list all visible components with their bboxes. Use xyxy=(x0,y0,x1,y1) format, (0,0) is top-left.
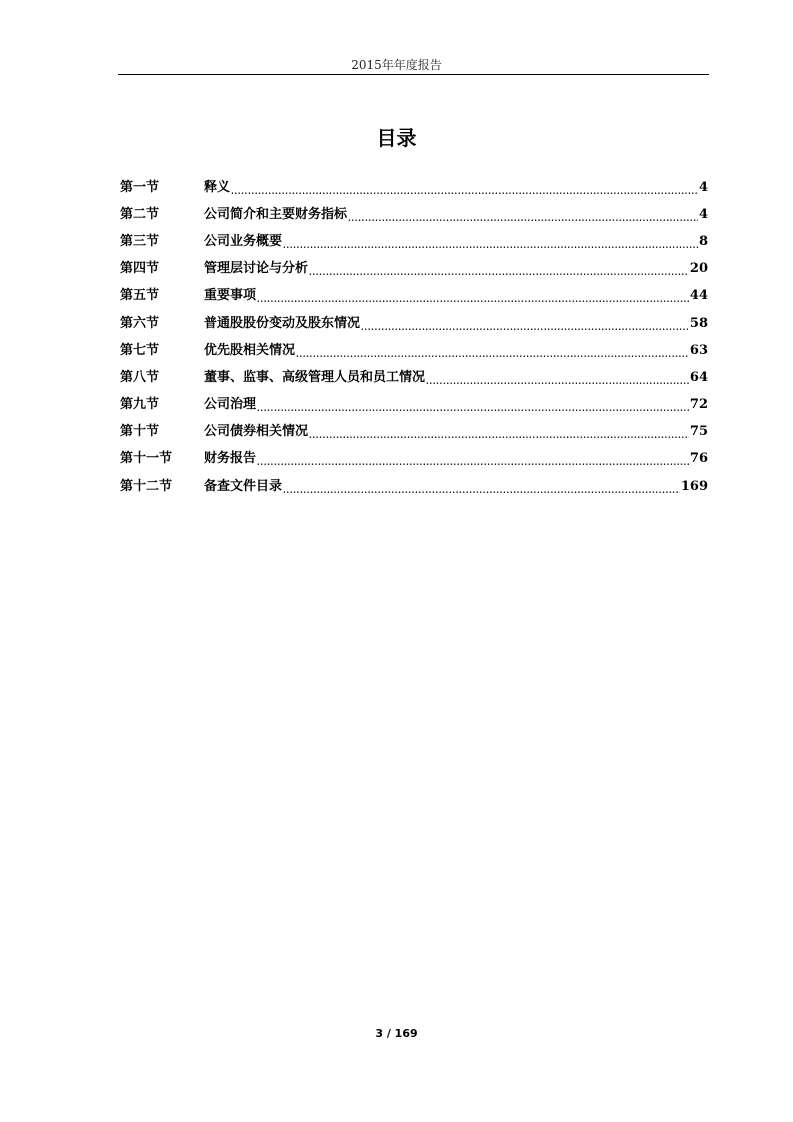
toc-page-number: 63 xyxy=(689,342,708,358)
toc-section-name: 公司治理 xyxy=(204,397,257,413)
toc-section-number: 第五节 xyxy=(120,288,160,304)
toc-dot-leader xyxy=(283,237,698,253)
toc-section-name: 管理层讨论与分析 xyxy=(204,261,309,277)
toc-entry[interactable] xyxy=(120,364,708,391)
toc-section-name: 备查文件目录 xyxy=(204,478,283,494)
report-header-title: 2015年年度报告 xyxy=(351,58,442,72)
toc-list xyxy=(120,174,708,500)
toc-entry[interactable] xyxy=(120,473,708,500)
toc-section-name: 董事、监事、高级管理人员和员工情况 xyxy=(204,369,426,385)
toc-page-number: 58 xyxy=(689,315,708,331)
toc-section-number: 第八节 xyxy=(120,369,160,385)
toc-dot-leader xyxy=(309,264,689,280)
toc-entry[interactable] xyxy=(120,256,708,283)
toc-section-name: 公司简介和主要财务指标 xyxy=(204,206,348,222)
toc-page-number: 72 xyxy=(689,397,708,413)
page-indicator: 3 / 169 xyxy=(375,1027,418,1040)
toc-entry[interactable] xyxy=(120,419,708,446)
toc-page-number: 76 xyxy=(689,451,708,467)
toc-entry[interactable] xyxy=(120,283,708,310)
toc-dot-leader xyxy=(426,373,689,389)
toc-dot-leader xyxy=(348,210,698,226)
toc-section-name: 公司业务概要 xyxy=(204,233,283,249)
toc-page-number: 44 xyxy=(689,288,708,304)
toc-section-name: 普通股股份变动及股东情况 xyxy=(204,315,361,331)
toc-dot-leader xyxy=(309,427,689,443)
toc-page-number: 169 xyxy=(680,478,708,494)
toc-entry[interactable] xyxy=(120,174,708,201)
toc-dot-leader xyxy=(296,346,689,362)
toc-section-number: 第二节 xyxy=(120,206,160,222)
toc-section-number: 第六节 xyxy=(120,315,160,331)
toc-entry[interactable] xyxy=(120,446,708,473)
toc-page-number: 4 xyxy=(698,179,708,195)
toc-section-number: 第三节 xyxy=(120,233,160,249)
toc-page-number: 64 xyxy=(689,369,708,385)
toc-dot-leader xyxy=(257,400,689,416)
toc-title: 目录 xyxy=(376,126,417,150)
toc-section-number: 第九节 xyxy=(120,397,160,413)
toc-dot-leader xyxy=(361,319,689,335)
toc-section-number: 第七节 xyxy=(120,342,160,358)
toc-entry[interactable] xyxy=(120,310,708,337)
toc-section-number: 第四节 xyxy=(120,261,160,277)
toc-dot-leader xyxy=(257,454,689,470)
toc-section-name: 优先股相关情况 xyxy=(204,342,296,358)
toc-section-number: 第十一节 xyxy=(120,451,173,467)
toc-entry[interactable] xyxy=(120,392,708,419)
toc-page-number: 75 xyxy=(689,424,708,440)
toc-dot-leader xyxy=(283,482,680,498)
toc-entry[interactable] xyxy=(120,201,708,228)
header-divider xyxy=(118,74,709,75)
toc-section-number: 第十二节 xyxy=(120,478,173,494)
toc-page-number: 8 xyxy=(698,233,708,249)
toc-section-name: 财务报告 xyxy=(204,451,257,467)
toc-entry[interactable] xyxy=(120,228,708,255)
toc-section-name: 公司债券相关情况 xyxy=(204,424,309,440)
toc-section-name: 释义 xyxy=(204,179,231,195)
toc-entry[interactable] xyxy=(120,337,708,364)
toc-section-number: 第十节 xyxy=(120,424,160,440)
toc-page-number: 20 xyxy=(689,261,708,277)
toc-page-number: 4 xyxy=(698,206,708,222)
toc-dot-leader xyxy=(231,183,698,199)
toc-section-number: 第一节 xyxy=(120,179,160,195)
toc-dot-leader xyxy=(257,291,689,307)
toc-section-name: 重要事项 xyxy=(204,288,257,304)
